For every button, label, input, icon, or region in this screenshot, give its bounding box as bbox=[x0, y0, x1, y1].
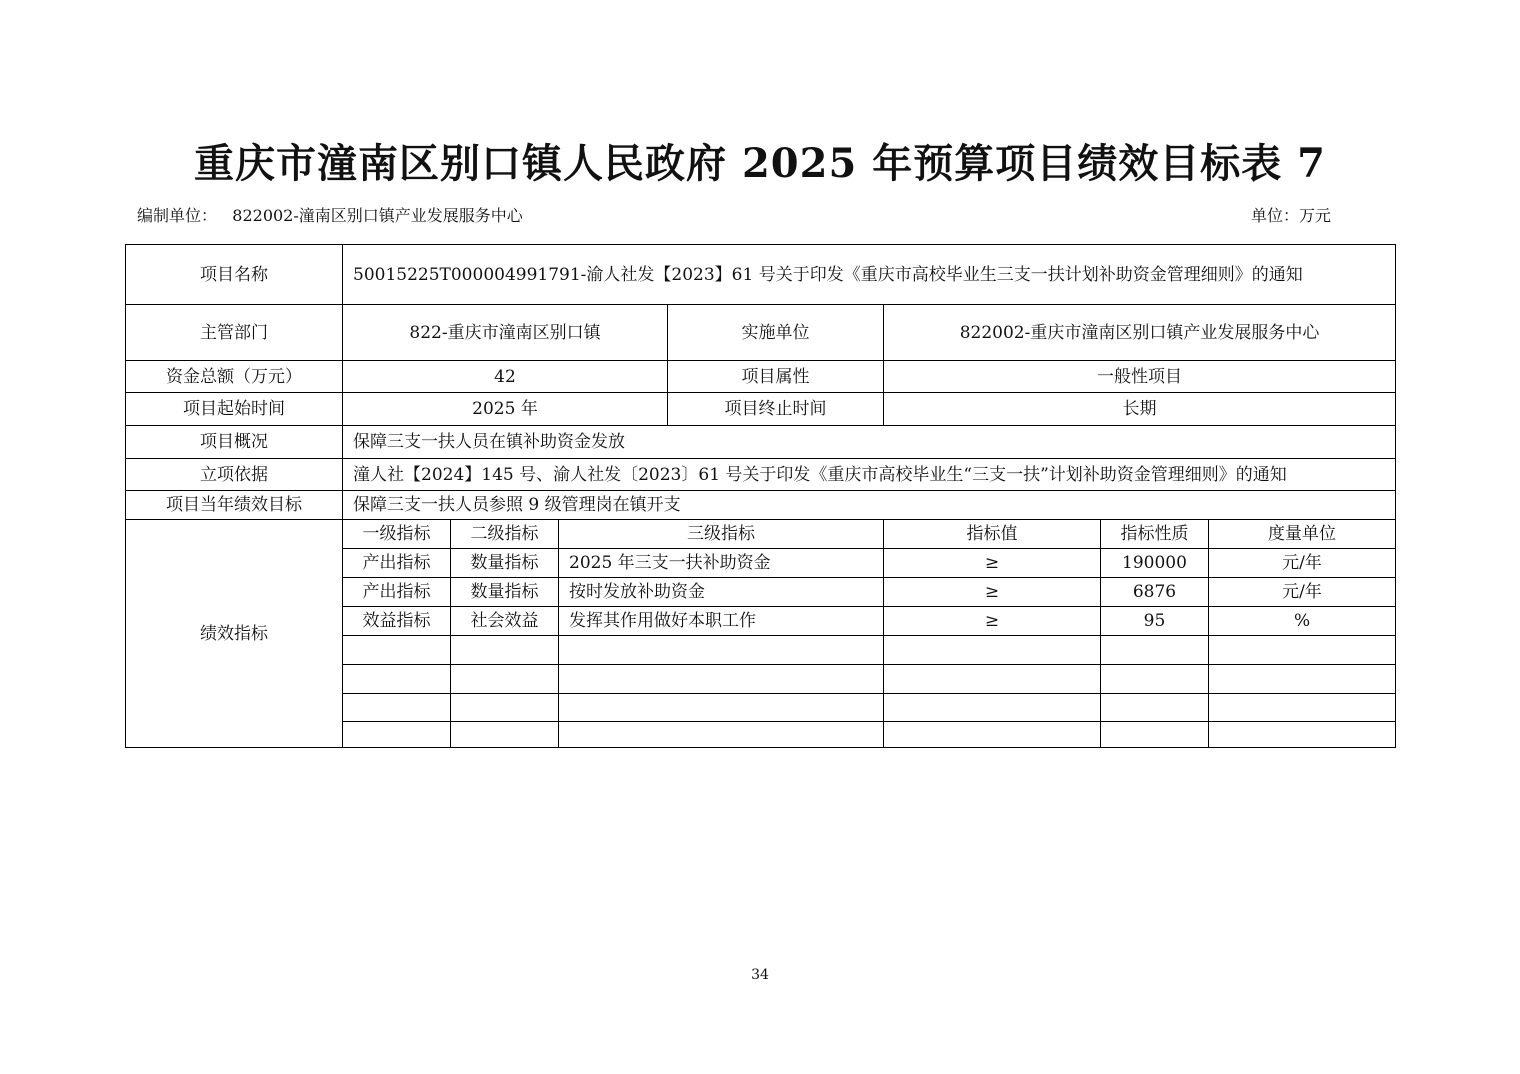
operator-cell: ≥ bbox=[884, 578, 1101, 607]
project-name-label: 项目名称 bbox=[126, 245, 343, 305]
unit-cell: % bbox=[1209, 607, 1396, 636]
indicator-header-row bbox=[126, 520, 1396, 549]
project-name-value: 50015225T000004991791-渝人社发【2023】61 号关于印发《重庆市高校毕业生三支一扶计划补助资金管理细则》的通知 bbox=[343, 245, 1396, 305]
org-line bbox=[137, 203, 523, 226]
level1-cell: 效益指标 bbox=[343, 607, 451, 636]
level2-cell: 社会效益 bbox=[451, 607, 559, 636]
page-number: 34 bbox=[751, 967, 769, 983]
row-project-name bbox=[126, 245, 1396, 305]
goal-label: 项目当年绩效目标 bbox=[126, 491, 343, 520]
level2-cell: 数量指标 bbox=[451, 578, 559, 607]
operator-cell: ≥ bbox=[884, 549, 1101, 578]
total-label: 资金总额（万元） bbox=[126, 361, 343, 393]
level3-cell: 发挥其作用做好本职工作 bbox=[559, 607, 884, 636]
operator-cell: ≥ bbox=[884, 607, 1101, 636]
header-nature: 指标性质 bbox=[1101, 520, 1209, 549]
attr-value: 一般性项目 bbox=[884, 361, 1396, 393]
basis-value: 潼人社【2024】145 号、渝人社发〔2023〕61 号关于印发《重庆市高校毕业生“三支一扶”计划补助资金管理细则》的通知 bbox=[343, 459, 1396, 491]
indicators-section-label: 绩效指标 bbox=[126, 520, 343, 748]
value-cell: 190000 bbox=[1101, 549, 1209, 578]
unit-cell: 元/年 bbox=[1209, 578, 1396, 607]
level1-cell: 产出指标 bbox=[343, 578, 451, 607]
start-label: 项目起始时间 bbox=[126, 393, 343, 426]
row-basis bbox=[126, 459, 1396, 491]
org-value: 822002-潼南区别口镇产业发展服务中心 bbox=[232, 206, 523, 225]
dept-label: 主管部门 bbox=[126, 305, 343, 361]
header-unit: 度量单位 bbox=[1209, 520, 1396, 549]
row-overview bbox=[126, 426, 1396, 459]
impl-value: 822002-重庆市潼南区别口镇产业发展服务中心 bbox=[884, 305, 1396, 361]
end-label: 项目终止时间 bbox=[668, 393, 884, 426]
goal-value: 保障三支一扶人员参照 9 级管理岗在镇开支 bbox=[343, 491, 1396, 520]
header-level3: 三级指标 bbox=[559, 520, 884, 549]
total-value: 42 bbox=[343, 361, 668, 393]
unit-label: 单位：万元 bbox=[1251, 206, 1332, 225]
page-title: 重庆市潼南区别口镇人民政府 2025 年预算项目绩效目标表 7 bbox=[194, 140, 1326, 187]
row-total bbox=[126, 361, 1396, 393]
level2-cell: 数量指标 bbox=[451, 549, 559, 578]
unit-cell: 元/年 bbox=[1209, 549, 1396, 578]
overview-label: 项目概况 bbox=[126, 426, 343, 459]
impl-label: 实施单位 bbox=[668, 305, 884, 361]
end-value: 长期 bbox=[884, 393, 1396, 426]
attr-label: 项目属性 bbox=[668, 361, 884, 393]
basis-label: 立项依据 bbox=[126, 459, 343, 491]
level3-cell: 2025 年三支一扶补助资金 bbox=[559, 549, 884, 578]
dept-value: 822-重庆市潼南区别口镇 bbox=[343, 305, 668, 361]
row-dept bbox=[126, 305, 1396, 361]
start-value: 2025 年 bbox=[343, 393, 668, 426]
row-goal bbox=[126, 491, 1396, 520]
overview-value: 保障三支一扶人员在镇补助资金发放 bbox=[343, 426, 1396, 459]
header-value: 指标值 bbox=[884, 520, 1101, 549]
header-level1: 一级指标 bbox=[343, 520, 451, 549]
performance-table bbox=[125, 244, 1396, 748]
level1-cell: 产出指标 bbox=[343, 549, 451, 578]
level3-cell: 按时发放补助资金 bbox=[559, 578, 884, 607]
row-period bbox=[126, 393, 1396, 426]
header-level2: 二级指标 bbox=[451, 520, 559, 549]
org-label: 编制单位： bbox=[137, 206, 218, 225]
value-cell: 6876 bbox=[1101, 578, 1209, 607]
value-cell: 95 bbox=[1101, 607, 1209, 636]
